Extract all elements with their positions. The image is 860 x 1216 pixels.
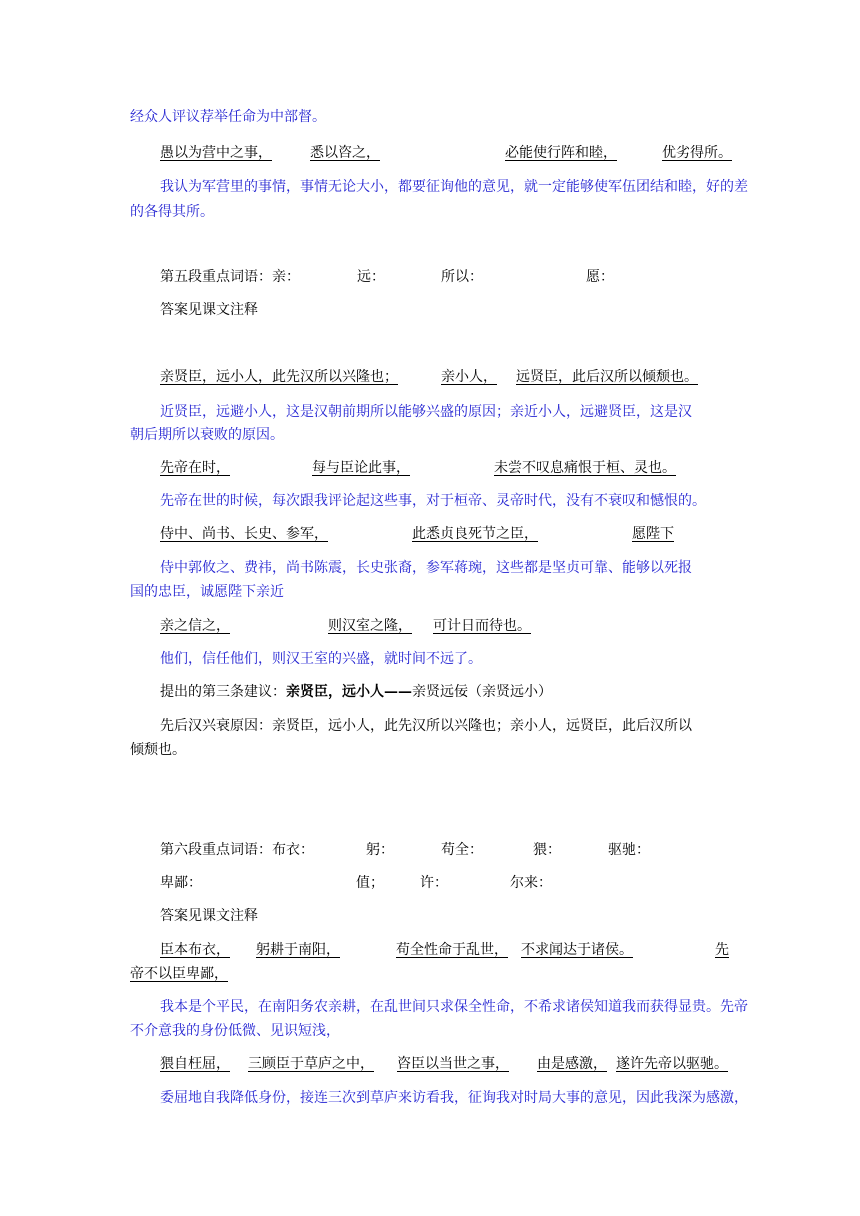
keyword-label: 躬： <box>366 842 394 858</box>
suggestion-bold: 亲贤臣，远小人—— <box>286 684 412 700</box>
keyword-label: 尔来： <box>510 875 552 891</box>
keyword-label: 第六段重点词语：布衣： <box>160 842 314 858</box>
text-segment: 先帝在时， <box>160 460 230 476</box>
text-segment: 优劣得所。 <box>662 145 732 161</box>
text-segment: 侍中、尚书、长史、参军， <box>160 526 328 542</box>
text-segment: 苟全性命于乱世， <box>396 942 508 958</box>
text-segment: 悉以咨之， <box>310 145 380 161</box>
translation-line: 委屈地自我降低身份，接连三次到草庐来访看我，征询我对时局大事的意见，因此我深为感激， <box>160 1090 748 1106</box>
text-segment: 帝不以臣卑鄙， <box>130 966 228 982</box>
text-segment: 三顾臣于草庐之中， <box>248 1056 374 1072</box>
summary-line: 倾颓也。 <box>130 742 186 758</box>
text-segment: 可计日而待也。 <box>433 618 531 634</box>
translation-line: 近贤臣，远避小人，这是汉朝前期所以能够兴盛的原因；亲近小人，远避贤臣，这是汉 <box>160 404 692 420</box>
text-segment: 愚以为营中之事， <box>160 145 272 161</box>
text-segment: 先 <box>715 942 729 958</box>
text-segment: 不求闻达于诸侯。 <box>521 942 633 958</box>
translation-line: 国的忠臣，诚愿陛下亲近 <box>130 584 284 600</box>
text-segment: 由是感激， <box>537 1056 607 1072</box>
text-segment: 此悉贞良死节之臣， <box>412 526 538 542</box>
translation-line: 不介意我的身份低微、见识短浅， <box>130 1023 340 1039</box>
text-segment: 亲小人， <box>441 369 497 385</box>
keyword-label: 苟全： <box>441 842 483 858</box>
text-segment: 咨臣以当世之事， <box>397 1056 509 1072</box>
text-segment: 未尝不叹息痛恨于桓、灵也。 <box>494 460 676 476</box>
suggestion-line <box>160 683 552 701</box>
keyword-label: 远： <box>357 269 385 285</box>
summary-line: 先后汉兴衰原因：亲贤臣，远小人，此先汉所以兴隆也；亲小人，远贤臣，此后汉所以 <box>160 718 692 734</box>
keyword-label: 许： <box>420 875 448 891</box>
text-segment: 亲之信之， <box>160 618 230 634</box>
translation-line: 朝后期所以衰败的原因。 <box>130 427 284 443</box>
translation-line: 侍中郭攸之、费祎，尚书陈震，长史张裔，参军蒋琬，这些都是坚贞可靠、能够以死报 <box>160 560 692 576</box>
suggestion-prefix: 提出的第三条建议： <box>160 684 286 700</box>
keyword-label: 第五段重点词语：亲： <box>160 269 300 285</box>
keyword-label: 驱驰： <box>608 842 650 858</box>
keyword-label: 猥： <box>533 842 561 858</box>
translation-line: 他们，信任他们，则汉王室的兴盛，就时间不远了。 <box>160 651 482 667</box>
text-segment: 愿陛下 <box>632 526 674 542</box>
translation-line: 我认为军营里的事情，事情无论大小，都要征询他的意见，就一定能够使军伍团结和睦，好的差 <box>160 179 748 195</box>
keyword-label: 愿： <box>586 269 614 285</box>
translation-line: 我本是个平民，在南阳务农亲耕，在乱世间只求保全性命，不希求诸侯知道我而获得显贵。先帝 <box>160 999 748 1015</box>
text-segment: 臣本布衣， <box>160 942 230 958</box>
translation-line: 先帝在世的时候，每次跟我评论起这些事，对于桓帝、灵帝时代，没有不衰叹和憾恨的。 <box>160 493 706 509</box>
text-segment: 亲贤臣，远小人，此先汉所以兴隆也； <box>160 369 398 385</box>
text-segment: 猥自枉屈， <box>160 1056 230 1072</box>
answer-note: 答案见课文注释 <box>160 302 258 318</box>
text-segment: 远贤臣，此后汉所以倾颓也。 <box>516 369 698 385</box>
keyword-label: 所以： <box>441 269 483 285</box>
translation-line: 的各得其所。 <box>130 204 214 220</box>
text-segment: 遂许先帝以驱驰。 <box>616 1056 728 1072</box>
text-segment: 则汉室之隆， <box>328 618 412 634</box>
translation-line: 经众人评议荐举任命为中部督。 <box>130 109 326 125</box>
keyword-label: 值； <box>356 875 384 891</box>
text-segment: 必能使行阵和睦， <box>505 145 617 161</box>
text-segment: 躬耕于南阳， <box>256 942 340 958</box>
keyword-label: 卑鄙： <box>160 875 202 891</box>
answer-note: 答案见课文注释 <box>160 908 258 924</box>
text-segment: 每与臣论此事， <box>312 460 410 476</box>
suggestion-suffix: 亲贤远佞（亲贤远小） <box>412 684 552 700</box>
